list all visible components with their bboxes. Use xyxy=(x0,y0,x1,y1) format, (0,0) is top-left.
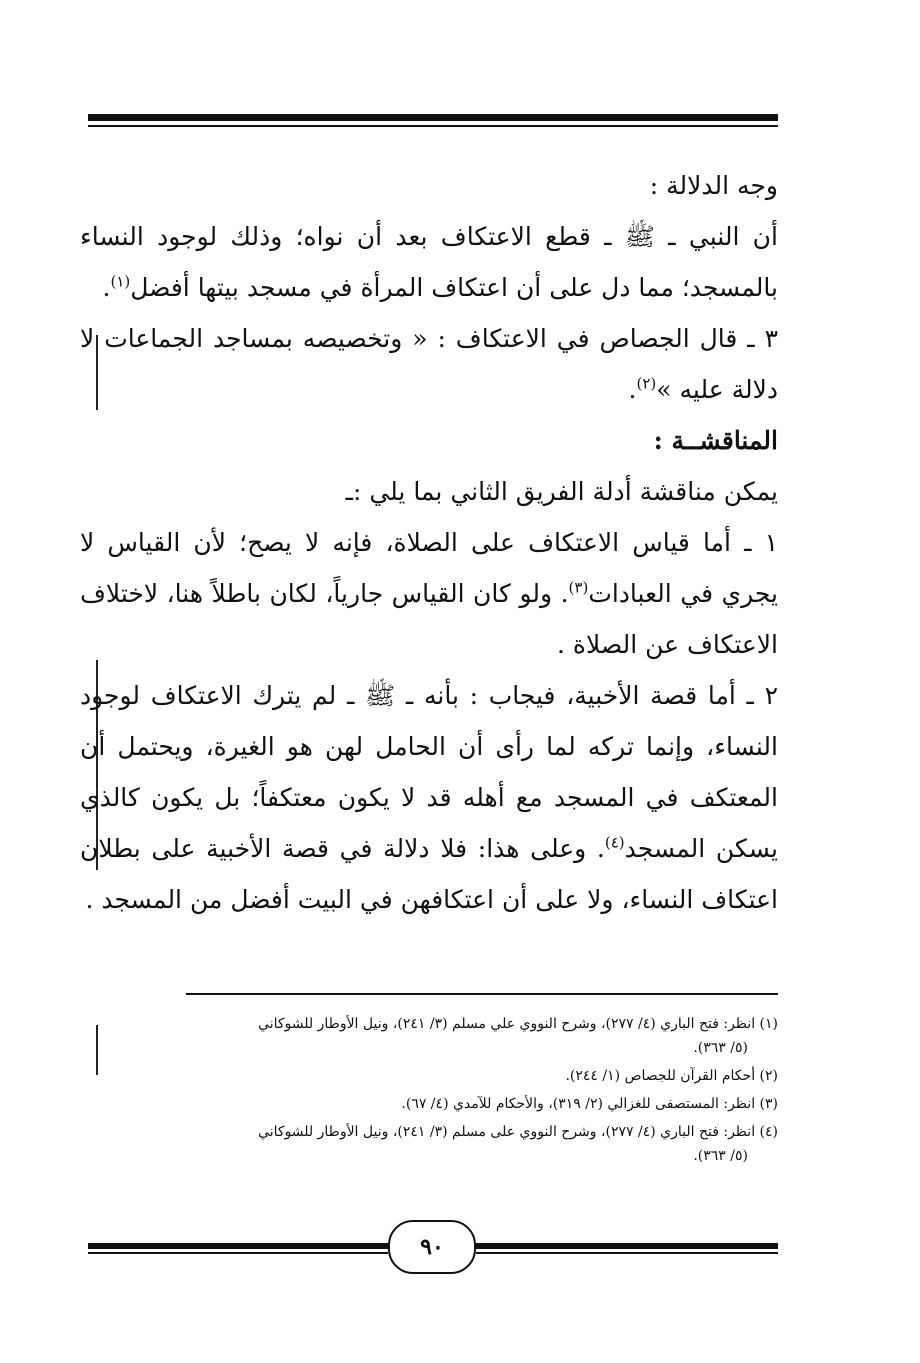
bottom-rule-right-thin xyxy=(476,1252,778,1254)
footnote-continuation: (٥/ ٣٦٣). xyxy=(693,1148,748,1164)
footnote xyxy=(80,1120,778,1168)
bottom-rule-left xyxy=(88,1243,388,1249)
footnote-text: (٢) أحكام القرآن للجصاص (١/ ٢٤٤). xyxy=(565,1068,778,1084)
paragraph xyxy=(80,670,778,925)
paragraph-text: ١ ـ أما قياس الاعتكاف على الصلاة، فإنه لا يصح؛ لأن القياس لا يجري في العبادات xyxy=(80,528,778,608)
footnote xyxy=(80,1012,778,1060)
footnotes xyxy=(80,1012,778,1172)
paragraph-heading-indication: وجه الدلالة : xyxy=(649,171,778,200)
paragraph-text: أن النبي ـ ﷺ ـ قطع الاعتكاف بعد أن نواه؛ وذلك لوجود النساء بالمسجد؛ مما دل على أن اعتكاف المرأة في مسجد بيتها أفضل xyxy=(80,222,778,302)
footnote-ref: (٤) xyxy=(604,833,625,852)
bottom-rule-left-thin xyxy=(88,1252,388,1254)
top-rule xyxy=(88,114,778,121)
footnote-separator xyxy=(186,993,778,995)
footnote-text: (٤) انظر: فتح الباري (٤/ ٢٧٧)، وشرح النووي على مسلم (٣/ ٢٤١)، ونيل الأوطار للشوكاني xyxy=(258,1124,778,1140)
top-rule-thin xyxy=(88,125,778,127)
paragraph: أن النبي ـ ﷺ ـ قطع الاعتكاف بعد أن نواه؛ وذلك لوجود النساء بالمسجد؛ مما دل على أن اعتكاف المرأة في مسجد بيتها أفضل$^{(١)}$. xyxy=(80,222,778,302)
paragraph: يمكن مناقشة أدلة الفريق الثاني بما يلي :ـ xyxy=(345,477,778,506)
main-text xyxy=(80,160,778,925)
footnote-ref: (١) xyxy=(110,272,131,291)
footnote-text: (٣) انظر: المستصفى للغزالي (٢/ ٣١٩)، والأحكام للآمدي (٤/ ٦٧). xyxy=(401,1096,778,1112)
paragraph-text: ٣ ـ قال الجصاص في الاعتكاف : « وتخصيصه بمساجد الجماعات لا دلالة عليه » xyxy=(80,324,778,404)
paragraph-text: . وعلى هذا: فلا دلالة في قصة الأخبية على بطلان اعتكاف النساء، ولا على أن اعتكافهن في البيت أفضل من المسجد . xyxy=(80,834,778,914)
footnote xyxy=(80,1092,778,1116)
paragraph-text: . ولو كان القياس جارياً، لكان باطلاً هنا، لاختلاف الاعتكاف عن الصلاة . xyxy=(80,579,778,659)
bottom-rule-right xyxy=(476,1243,778,1249)
paragraph xyxy=(80,517,778,670)
footnote-ref: (٢) xyxy=(636,374,657,393)
footnote xyxy=(80,1064,778,1088)
footnote-text: (١) انظر: فتح الباري (٤/ ٢٧٧)، وشرح النووي علي مسلم (٣/ ٢٤١)، ونيل الأوطار للشوكاني xyxy=(258,1016,778,1032)
section-heading: المناقشــة : xyxy=(653,426,778,455)
paragraph: ٣ ـ قال الجصاص في الاعتكاف : « وتخصيصه بمساجد الجماعات لا دلالة عليه »$^{(٢)}$. xyxy=(80,324,778,404)
paragraph-text: ٢ ـ أما قصة الأخبية، فيجاب : بأنه ـ ﷺ ـ لم يترك الاعتكاف لوجود النساء، وإنما تركه لما رأى أن الحامل لهن هو الغيرة، ويحتمل أن المعتكف في المسجد مع أهله قد لا يكون معتكفاً؛ بل يكون كالذي يسكن المسجد xyxy=(80,681,778,863)
footnote-continuation: (٥/ ٣٦٣). xyxy=(693,1040,748,1056)
footnote-ref: (٣) xyxy=(568,578,589,597)
page-number: ٩٠ xyxy=(388,1220,476,1274)
